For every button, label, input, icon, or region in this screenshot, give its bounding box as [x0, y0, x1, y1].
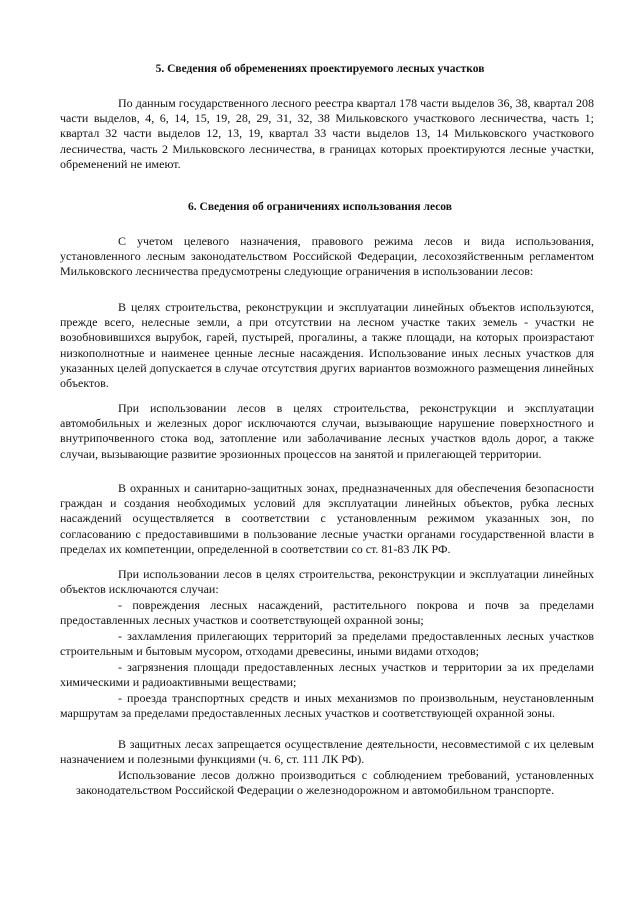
construction-paragraph: В целях строительства, реконструкции и эксплуатации линейных объектов используются, прежде всего, нелесные земли, а при отсутствии на лесном участке таких земель - участки не возобновившихся вырубок, гарей, пустырей, прогалины, а также площади, на которых произрастают низкополнотные и наименее ценные лесные насаждения. Использование иных лесных участков для указанных целей допускается в случае отсутствия других вариантов возможного размещения линейных объектов. — [60, 300, 594, 391]
list-item: - загрязнения площади предоставленных лесных участков и территории за их пределами химическими и радиоактивными веществами; — [60, 660, 594, 690]
excluded-cases-intro: При использовании лесов в целях строительства, реконструкции и эксплуатации линейных объектов исключаются случаи: — [60, 567, 594, 597]
section-5-paragraph: По данным государственного лесного реестра квартал 178 части выделов 36, 38, квартал 208 части выделов, 4, 6, 14, 15, 19, 28, 29, 31, 32, 38 Мильковского участкового лесничества, часть 1; квартал 32 части выделов 12, 13, 19, квартал 33 части выделов 13, 14 Мильковского участкового лесничества, часть 2 Мильковского лесничества, в границах которых проектируются лесные участки, обременений не имеют. — [60, 96, 594, 171]
section-5-title: 5. Сведения об обременениях проектируемого лесных участков — [155, 63, 485, 75]
list-item: - проезда транспортных средств и иных механизмов по произвольным, неустановленным маршрутам за пределами предоставленных лесных участков и соответствующей охранной зоны. — [60, 691, 594, 721]
list-item: - повреждения лесных насаждений, растительного покрова и почв за пределами предоставленных лесных участков и соответствующей охранной зоны; — [60, 598, 594, 628]
section-6-intro-paragraph: С учетом целевого назначения, правового режима лесов и вида использования, установленного лесным законодательством Российской Федерации, лесохозяйственным регламентом Мильковского лесничества предусмотрены следующие ограничения в использовании лесов: — [60, 234, 594, 279]
roads-paragraph: При использовании лесов в целях строительства, реконструкции и эксплуатации автомобильных и железных дорог исключаются случаи, вызывающие нарушение поверхностного и внутрипочвенного стока вод, затопление или заболачивание лесных участков вдоль дорог, а также случаи, вызывающие развитие эрозионных процессов на занятой и прилегающей территории. — [60, 401, 594, 461]
transport-requirements-paragraph: Использование лесов должно производиться с соблюдением требований, установленных законодательством Российской Федерации о железнодорожном и автомобильном транспорте. — [76, 768, 594, 798]
list-item: - захламления прилегающих территорий за пределами предоставленных лесных участков строительным и бытовым мусором, отходами древесины, иными видами отходов; — [60, 629, 594, 659]
protective-zones-paragraph: В охранных и санитарно-защитных зонах, предназначенных для обеспечения безопасности граждан и создания необходимых условий для эксплуатации линейных объектов, рубка лесных насаждений осуществляется в соответствии с установленным режимом указанных зон, по согласованию с предоставившими в пользование лесные участки органами государственной власти в пределах их компетенции, определенной в соответствии со ст. 81-83 ЛК РФ. — [60, 481, 594, 556]
protective-forests-paragraph: В защитных лесах запрещается осуществление деятельности, несовместимой с их целевым назначением и полезными функциями (ч. 6, ст. 111 ЛК РФ). — [60, 737, 594, 767]
section-6-title: 6. Сведения об ограничениях использования лесов — [188, 201, 452, 213]
